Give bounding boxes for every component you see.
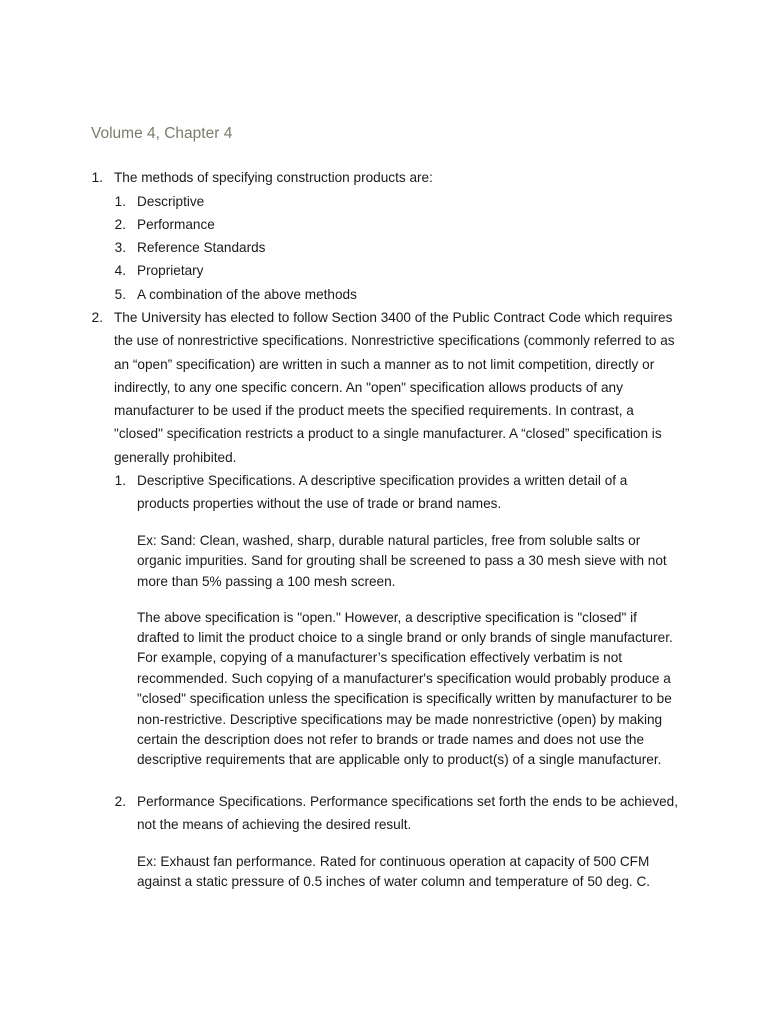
list-text: Proprietary [137,263,204,279]
list-text: Performance Specifications. Performance specifications set forth the ends to be achieved, not the means of achieving the desired result. [137,794,679,833]
list-text: Reference Standards [137,240,266,256]
list-number: 3. [114,240,126,256]
chapter-heading: Volume 4, Chapter 4 [91,125,233,142]
list-text: The University has elected to follow Section 3400 of the Public Contract Code which requires the use of nonrestrictive specifications. Nonrestrictive specifications (commonly referred to as an “open” specification) are written in such a manner as to not limit competition, directly or indirectly, to any one specific concern. An "open" specification allows products of any manufacturer to be used if the product meets the specified requirements. In contrast, a "closed" specification restricts a product to a single manufacturer. A “closed” specification is generally prohibited. [114,310,675,465]
list-text: Descriptive Specifications. A descriptive specification provides a written detail of a products properties without the use of trade or brand names. [137,473,628,512]
list-number: 2. [91,310,103,325]
list-number: 2. [114,216,126,232]
list-text: The methods of specifying construction products are: [114,170,433,185]
list-number: 1. [114,473,126,488]
list-text: Descriptive [137,193,205,209]
descriptive-example: Ex: Sand: Clean, washed, sharp, durable natural particles, free from soluble salts or organic impurities. Sand for grouting shall be screened to pass a 30 mesh sieve with not more than 5% passing a 100 mesh screen. [137,533,667,589]
descriptive-note: The above specification is "open." However, a descriptive specification is "closed" if drafted to limit the product choice to a single brand or only brands of single manufacturer. For example, copying of a manufacturer’s specification effectively verbatim is not recommended. Such copying of a manufacturer's specification would probably produce a "closed" specification unless the specification is specifically written by manufacturer to be non-restrictive. Descriptive specifications may be made nonrestrictive (open) by making certain the description does not refer to brands or trade names and does not use the descriptive requirements that are applicable only to product(s) of a single manufacturer. [137,609,673,768]
list-number: 2. [114,794,126,809]
list-text: Performance [137,216,215,232]
list-number: 5. [114,286,126,302]
performance-example: Ex: Exhaust fan performance. Rated for continuous operation at capacity of 500 CFM against a static pressure of 0.5 inches of water column and temperature of 50 deg. C. [137,854,651,890]
list-number: 1. [91,170,103,185]
list-number: 1. [114,193,126,209]
list-text: A combination of the above methods [137,286,357,302]
list-number: 4. [114,263,126,279]
